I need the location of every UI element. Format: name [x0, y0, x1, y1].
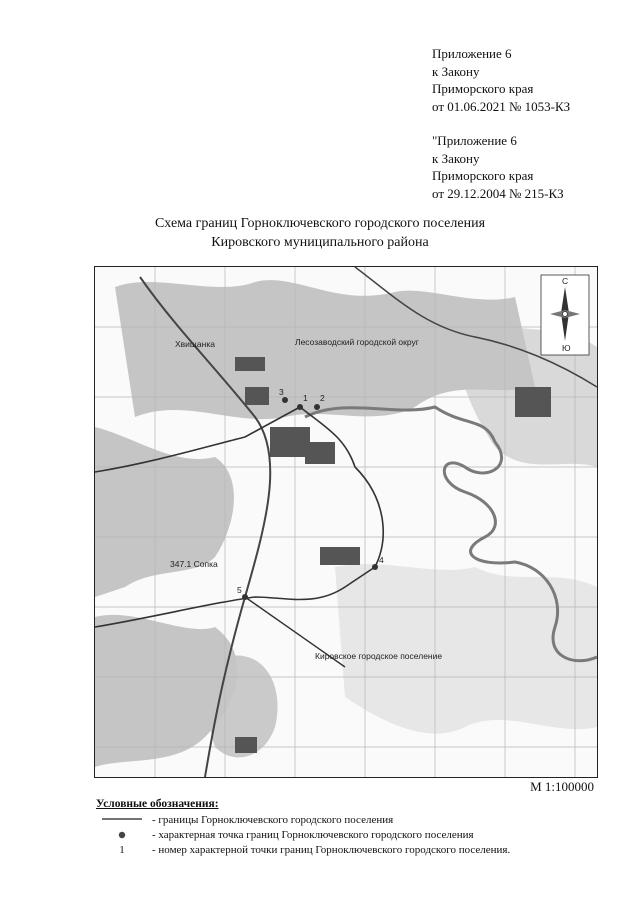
appendix-line: от 01.06.2021 № 1053-КЗ [432, 98, 571, 114]
legend-item-text: - номер характерной точки границ Горноключевского городского поселения. [152, 844, 511, 856]
point-number: 4 [379, 555, 384, 565]
original-appendix-header [432, 132, 564, 202]
compass-south-label: Ю [562, 343, 571, 353]
topographic-map [95, 267, 597, 777]
point-number: 2 [320, 393, 325, 403]
legend-title: Условные обозначения: [96, 798, 219, 810]
appendix-line: Приморского края [432, 81, 534, 96]
legend-item [96, 813, 394, 828]
legend-item [96, 843, 511, 858]
point-number: 5 [237, 585, 242, 595]
original-line: "Приложение 6 [432, 133, 517, 148]
terrain-texture [95, 280, 597, 767]
boundary-point [282, 397, 288, 403]
appendix-header [432, 45, 570, 115]
legend-item [96, 828, 474, 843]
village-label: Хвищанка [175, 339, 215, 349]
original-line: Приморского края [432, 168, 534, 183]
legend-item-text: - границы Горноключевского городского поселения [152, 814, 394, 826]
boundary-point [242, 594, 248, 600]
height-label: 347.1 Сопка [170, 559, 218, 569]
map-title-line: Кировского муниципального района [211, 235, 429, 250]
map-scale: М 1:100000 [530, 779, 594, 794]
original-line: от 29.12.2004 № 215-КЗ [432, 185, 564, 201]
boundary-line-icon [96, 813, 148, 828]
original-line: к Закону [432, 150, 480, 166]
boundary-point [314, 404, 320, 410]
legend-item-text: - характерная точка границ Горноключевского городского поселения [152, 829, 474, 841]
appendix-line: Приложение 6 [432, 46, 512, 61]
point-number: 3 [279, 387, 284, 397]
lesozavodsk-label: Лесозаводский городской округ [295, 337, 419, 347]
appendix-line: к Закону [432, 63, 480, 79]
kirovskoe-label: Кировское городское поселение [315, 651, 443, 661]
map-title [0, 214, 640, 252]
legend [96, 797, 511, 858]
boundary-point [372, 564, 378, 570]
map-frame[interactable] [94, 266, 598, 778]
compass-north-label: С [562, 276, 569, 286]
point-number-symbol: 1 [119, 844, 125, 856]
boundary-point [297, 404, 303, 410]
point-number: 1 [303, 393, 308, 403]
map-title-line: Схема границ Горноключевского городского поселения [154, 216, 486, 231]
